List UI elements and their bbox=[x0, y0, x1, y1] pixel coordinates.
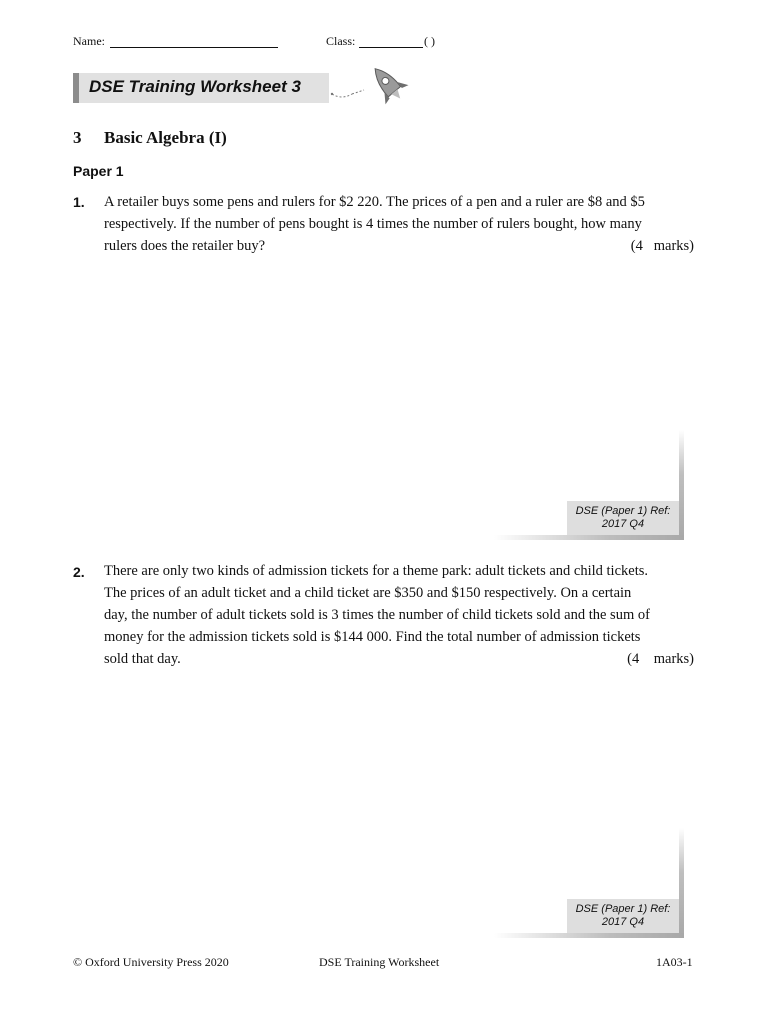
reference-frame-bar bbox=[679, 828, 684, 938]
footer-title: DSE Training Worksheet bbox=[319, 955, 440, 969]
footer-copyright: © Oxford University Press 2020 bbox=[73, 955, 229, 969]
name-blank-line bbox=[110, 47, 278, 48]
paper-label: Paper 1 bbox=[73, 163, 124, 179]
question-number: 2. bbox=[73, 564, 85, 580]
question-text bbox=[104, 560, 694, 670]
question-line: rulers does the retailer buy? bbox=[104, 238, 266, 254]
reference-line: 2017 Q4 bbox=[601, 916, 645, 928]
reference-line: 2017 Q4 bbox=[601, 518, 645, 530]
reference-frame-bar bbox=[494, 535, 684, 540]
dse-reference-label bbox=[567, 899, 679, 933]
banner-accent-tab bbox=[73, 73, 79, 103]
class-number-parentheses: ( ) bbox=[424, 34, 435, 48]
question-line: The prices of an adult ticket and a child ticket are $350 and $150 respectively. On a certain bbox=[104, 585, 632, 601]
section-number: 3 bbox=[73, 128, 82, 147]
reference-line: DSE (Paper 1) Ref: bbox=[575, 505, 671, 517]
question-number: 1. bbox=[73, 194, 85, 210]
question-line: day, the number of adult tickets sold is 3 times the number of child tickets sold and the sum of bbox=[104, 607, 650, 623]
worksheet-title: DSE Training Worksheet 3 bbox=[89, 77, 301, 96]
class-blank-line bbox=[359, 47, 423, 48]
class-label: Class: bbox=[326, 34, 356, 48]
name-label: Name: bbox=[73, 34, 105, 48]
question-line: sold that day. bbox=[104, 651, 181, 667]
dse-reference-label bbox=[567, 501, 679, 535]
question-line: A retailer buys some pens and rulers for $2 220. The prices of a pen and a ruler are $8 and $5 bbox=[104, 194, 645, 210]
reference-frame-bar bbox=[494, 933, 684, 938]
reference-frame-bar bbox=[679, 430, 684, 540]
question-line: respectively. If the number of pens bought is 4 times the number of rulers bought, how many bbox=[104, 216, 642, 232]
question-line: There are only two kinds of admission tickets for a theme park: adult tickets and child tickets. bbox=[104, 563, 649, 579]
marks-label: (4 marks) bbox=[630, 238, 694, 254]
question-line: money for the admission tickets sold is $144 000. Find the total number of admission tickets bbox=[104, 629, 641, 645]
question-text bbox=[104, 191, 694, 257]
reference-line: DSE (Paper 1) Ref: bbox=[575, 903, 671, 915]
section-title: Basic Algebra (I) bbox=[104, 128, 227, 147]
rocket-icon bbox=[330, 64, 412, 108]
footer-page-code: 1A03-1 bbox=[656, 955, 693, 969]
marks-label: (4 marks) bbox=[627, 651, 694, 667]
reference-box bbox=[494, 430, 684, 540]
reference-box bbox=[494, 828, 684, 938]
